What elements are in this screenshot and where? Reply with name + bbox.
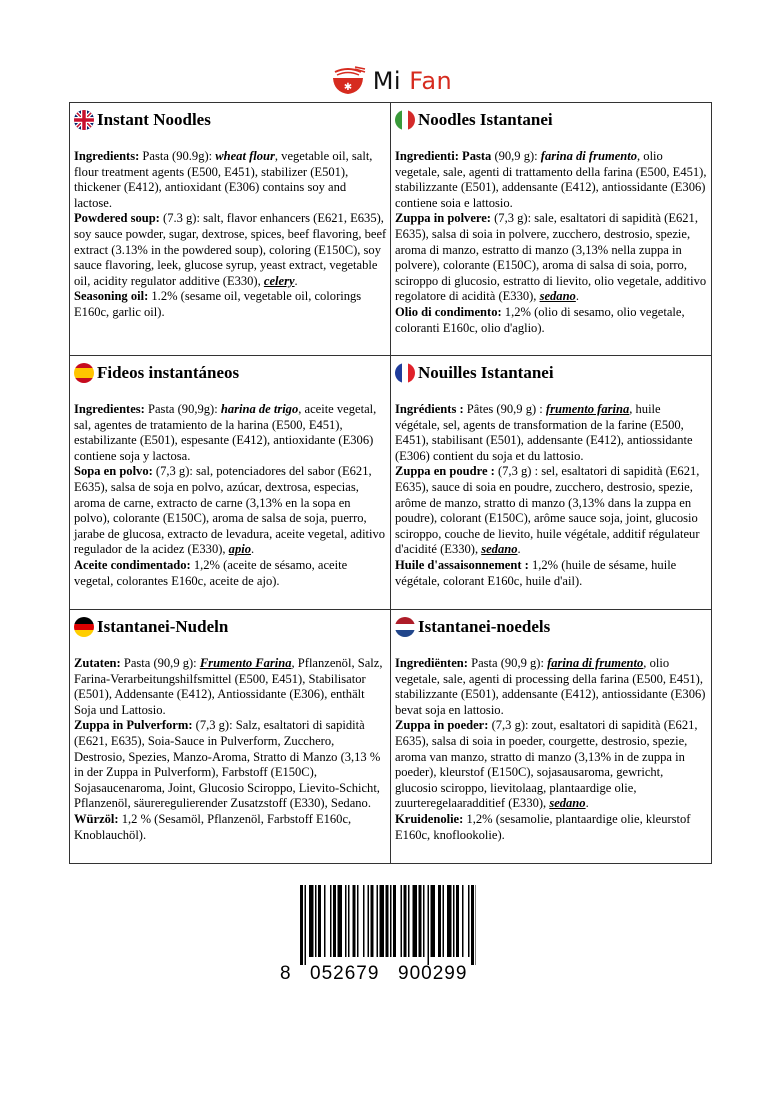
section-text: , Pflanzenöl, Salz, Farina-Verarbeitungshilfsmittel (E500, E451), Stabilisator (E501), Addensante (E412), Antiossidante (E306), enthält Soja und Lattosio. — [74, 656, 383, 717]
barcode-bar — [468, 885, 470, 957]
barcode-bar — [428, 885, 430, 965]
section-text: . — [585, 796, 589, 811]
section-text: Pasta (90.9g): — [139, 149, 216, 163]
barcode-first-digit: 8 — [280, 963, 291, 984]
barcode-bar — [413, 885, 418, 957]
barcode-bar — [471, 885, 474, 965]
section-label: Ingredienti: Pasta — [395, 149, 492, 163]
ingredient-section — [74, 558, 387, 589]
section-text: (7,3 g) : sel, esaltatori di sapidità (E621, E635), sauce di soia en poudre, zucchero, destrosio, spezie, arôme de manzo, stratto di manzo (3,13% dans la zuppa en poudre), colorant (E150C), arôme sauce soja, joint, glucosio sciroppo, couche de lievito, huile végétale, additif régulateur d'acidité (E330), — [395, 464, 700, 557]
section-text: Pâtes (90,9 g) : — [463, 402, 546, 416]
section-text: 1,2% (huile de sésame, huile végétale, colorant E160c, huile d'ail). — [395, 557, 677, 588]
barcode-bar — [386, 885, 389, 957]
section-text: . — [250, 542, 255, 557]
barcode-bar — [368, 885, 370, 957]
barcode-bar — [401, 885, 403, 957]
section-text: (7,3 g): sal, potenciadores del sabor (E621, E635), salsa de soja en polvo, azúcar, dextrosa, especias, aroma de carne, extracto de carne (3,13% en la sopa en polvo), colorante (E150C), aroma de salsa de soja, puerro, jarabe de glucosa, extracto de levadura, aceite vegetal, aditivo regulador de la acidez (E330), — [74, 464, 386, 557]
ingredient-section — [395, 149, 708, 211]
spain-flag-icon — [74, 363, 94, 383]
barcode-bar — [447, 885, 452, 957]
section-text: (7.3 g): salt, flavor enhancers (E621, E635), soy sauce powder, sugar, dextrose, spices, beef flavoring, beef extract (3.13% in the powdered soup), coloring (E150C), soy sauce flavoring, leek, glucose syrup, yeast extract, vegetable oil, acidity regulator additive (E330), — [74, 211, 387, 288]
section-label: Seasoning oil: — [74, 289, 149, 304]
cell-title: Nouilles Istantanei — [418, 363, 554, 383]
barcode-bar — [363, 885, 365, 957]
barcode-bar — [462, 885, 464, 957]
france-flag-icon — [395, 363, 415, 383]
ingredient-section — [395, 812, 708, 843]
ingredient-section — [395, 656, 708, 718]
allergen-text: harina de trigo — [220, 402, 299, 416]
barcode-bar — [371, 885, 374, 957]
barcode-bar — [333, 885, 336, 957]
ingredient-section — [74, 656, 387, 718]
ingredient-section — [395, 718, 708, 812]
cell-header — [74, 614, 387, 640]
barcode-bar — [453, 885, 455, 957]
barcode-bar — [377, 885, 379, 957]
ingredient-section — [74, 402, 387, 464]
allergen-text: Frumento Farina — [199, 656, 292, 670]
cell-title: Istantanei-noedels — [418, 617, 551, 637]
barcode-bar — [338, 885, 343, 957]
germany-flag-icon — [74, 617, 94, 637]
allergen-text: sedano — [539, 289, 576, 304]
allergen-text: apio — [228, 542, 251, 557]
section-label: Ingrediënten: — [395, 656, 468, 670]
allergen-text: frumento farina — [545, 402, 630, 416]
ingredient-section — [74, 718, 387, 812]
section-text: . — [575, 289, 579, 304]
barcode-bar — [423, 885, 425, 957]
section-label: Zutaten: — [74, 656, 121, 670]
section-text: (7,3 g): zout, esaltatori di sapidità (E621, E635), salsa di soia in poeder, courgette, destrosio, spezie, aroma van manzo, stratto di manzo (3,13% in de zuppa in poeder), kleurstof (E150C), sojasausaroma, gewricht, glucosio sciroppo, lievitolaag, plantaardige olie, zuurteregelaaradditief (E330), — [395, 718, 698, 811]
barcode-bar — [438, 885, 441, 957]
section-label: Ingredientes: — [74, 402, 145, 416]
barcode-bar — [393, 885, 396, 957]
section-text: . — [294, 273, 298, 288]
section-text: Pasta (90,9 g): — [120, 656, 200, 670]
ingredient-section — [395, 211, 708, 305]
cell-title: Instant Noodles — [97, 110, 211, 130]
section-text: (7,3 g): sale, esaltatori di sapidità (E621, E635), salsa di soia in polvere, zucchero, destrosio, spezie, aroma di manzo, estratto di manzo (3,13% nella zuppa in polvere), colorante (E150C), aroma di salsa di soia, porro, sciroppo di glucosio, estratto di lievito, olio vegetale, additivo regolatore di acidità (E330), — [395, 211, 707, 304]
section-text: 1,2 % (Sesamöl, Pflanzenöl, Farbstoff E160c, Knoblauchöl). — [74, 811, 352, 842]
cell-german — [70, 610, 391, 864]
svg-text:✱: ✱ — [343, 82, 352, 93]
ingredient-section — [395, 464, 708, 558]
barcode-bar — [431, 885, 436, 957]
barcode-left-digits: 052679 — [310, 963, 380, 984]
barcode-bars — [300, 885, 476, 965]
barcode-bar — [318, 885, 321, 957]
barcode-bar — [476, 885, 477, 965]
barcode-bar — [330, 885, 332, 957]
section-text: 1,2% (sesamolie, plantaardige olie, kleurstof E160c, knoflookolie). — [395, 811, 691, 842]
allergen-text: sedano — [481, 542, 518, 557]
section-label: Olio di condimento: — [395, 304, 502, 319]
cell-italian — [391, 103, 712, 356]
barcode-bar — [300, 885, 303, 965]
ingredient-section — [74, 211, 387, 289]
ingredients-grid — [69, 102, 712, 864]
section-text: . — [517, 542, 521, 557]
section-label: Zuppa in polvere: — [395, 211, 491, 226]
section-text: Pasta (90,9 g): — [467, 656, 548, 670]
ingredient-section — [395, 305, 708, 336]
cell-title: Istantanei-Nudeln — [97, 617, 229, 637]
netherlands-flag-icon — [395, 617, 415, 637]
section-label: Aceite condimentado: — [74, 557, 191, 572]
section-label: Zuppa in Pulverform: — [74, 718, 193, 733]
section-label: Kruidenolie: — [395, 811, 464, 826]
section-label: Zuppa in poeder: — [395, 718, 489, 733]
section-label: Huile d'assaisonnement : — [395, 557, 529, 572]
brand-logo — [0, 64, 781, 98]
noodle-bowl-icon — [329, 66, 367, 96]
ingredient-section — [395, 558, 708, 589]
barcode-bar — [404, 885, 407, 957]
cell-title: Fideos instantáneos — [97, 363, 240, 383]
cell-dutch — [391, 610, 712, 864]
section-text: 1,2% (aceite de sésamo, aceite vegetal, colorantes E160c, aceite de ajo). — [74, 557, 348, 588]
barcode-bar — [443, 885, 445, 957]
section-text: , huile végétale, sel, agents de transformation de la farine (E500, E451), stabilisant (E501), addensante (E412), antiossidante (E306) contient du soja et du lattosio. — [395, 402, 693, 463]
cell-header — [395, 360, 708, 386]
section-label: Powdered soup: — [74, 211, 160, 226]
allergen-text: wheat flour — [215, 149, 275, 163]
brand-name-part1: Mi — [372, 67, 402, 95]
section-text: 1.2% (sesame oil, vegetable oil, colorings E160c, garlic oil). — [74, 289, 362, 319]
cell-title: Noodles Istantanei — [418, 110, 553, 130]
barcode-bar — [390, 885, 392, 957]
cell-header — [395, 107, 708, 133]
section-text: , aceite vegetal, sal, agentes de tratamiento de la harina (E500, E451), estabilizante (E501), espesante (E412), antioxidante (E306) contiene soja y lactosa. — [74, 402, 377, 463]
ingredient-section — [74, 289, 387, 320]
section-label: Ingredients: — [74, 149, 140, 163]
barcode-bar — [309, 885, 314, 957]
brand-name-part2: Fan — [409, 67, 453, 95]
allergen-text: sedano — [549, 796, 586, 811]
cell-spanish — [70, 356, 391, 610]
section-label: Ingrédients : — [395, 402, 464, 416]
cell-header — [74, 360, 387, 386]
barcode-bar — [324, 885, 326, 957]
ingredient-section — [74, 464, 387, 558]
barcode — [280, 885, 496, 985]
section-text: , olio vegetale, sale, agenti di trattamento della farina (E500, E451), stabilizzante (E501), addensante (E412), antiossidante (E306) contiene soia e lattosio. — [395, 149, 707, 210]
ingredient-section — [395, 402, 708, 464]
cell-english — [70, 103, 391, 356]
ingredient-section — [74, 149, 387, 211]
barcode-bar — [456, 885, 459, 957]
barcode-bar — [348, 885, 350, 957]
section-text: , vegetable oil, salt, flour treatment agents (E500, E451), stabilizer (E501), thickener (E412), antioxidant (E306) contains soy and lactose. — [74, 149, 373, 210]
section-text: (7,3 g): Salz, esaltatori di sapidità (E621, E635), Soia-Sauce in Pulverform, Zucchero, Destrosio, Spezies, Manzo-Aroma, Stratto di Manzo (3,13 % in der Zuppa in Pulverform), Farbstoff (E150C), Sojasaucenaroma, Joint, Glucosio Sciroppo, Lievito-Schicht, Pflanzenöl, säureregulierender Zusatzstoff (E330), Sedano. — [74, 718, 381, 811]
cell-header — [395, 614, 708, 640]
allergen-text: farina di frumento — [540, 149, 638, 163]
barcode-bar — [305, 885, 307, 965]
section-label: Würzöl: — [74, 811, 119, 826]
italy-flag-icon — [395, 110, 415, 130]
barcode-bar — [353, 885, 356, 957]
allergen-text: farina di frumento — [547, 656, 644, 670]
barcode-right-digits: 900299 — [398, 963, 468, 984]
uk-flag-icon — [74, 110, 94, 130]
section-label: Sopa en polvo: — [74, 464, 153, 479]
section-text: , olio vegetale, sale, agenti di processing della farina (E500, E451), stabilizzante (E501), addensante (E412), antiossidante (E306) bevat soja en lattosio. — [395, 656, 706, 717]
barcode-bar — [345, 885, 347, 957]
barcode-bar — [408, 885, 410, 957]
cell-header — [74, 107, 387, 133]
section-label: Zuppa en poudre : — [395, 464, 495, 479]
barcode-bar — [357, 885, 359, 957]
section-text: 1,2% (olio di sesamo, olio vegetale, coloranti E160c, olio d'aglio). — [395, 304, 685, 335]
cell-french — [391, 356, 712, 610]
allergen-text: celery — [263, 273, 295, 288]
barcode-bar — [419, 885, 422, 957]
section-text: (90,9 g): — [491, 149, 541, 163]
section-text: Pasta (90,9g): — [144, 402, 221, 416]
ingredient-section — [74, 812, 387, 843]
barcode-bar — [380, 885, 385, 957]
barcode-bar — [315, 885, 317, 957]
